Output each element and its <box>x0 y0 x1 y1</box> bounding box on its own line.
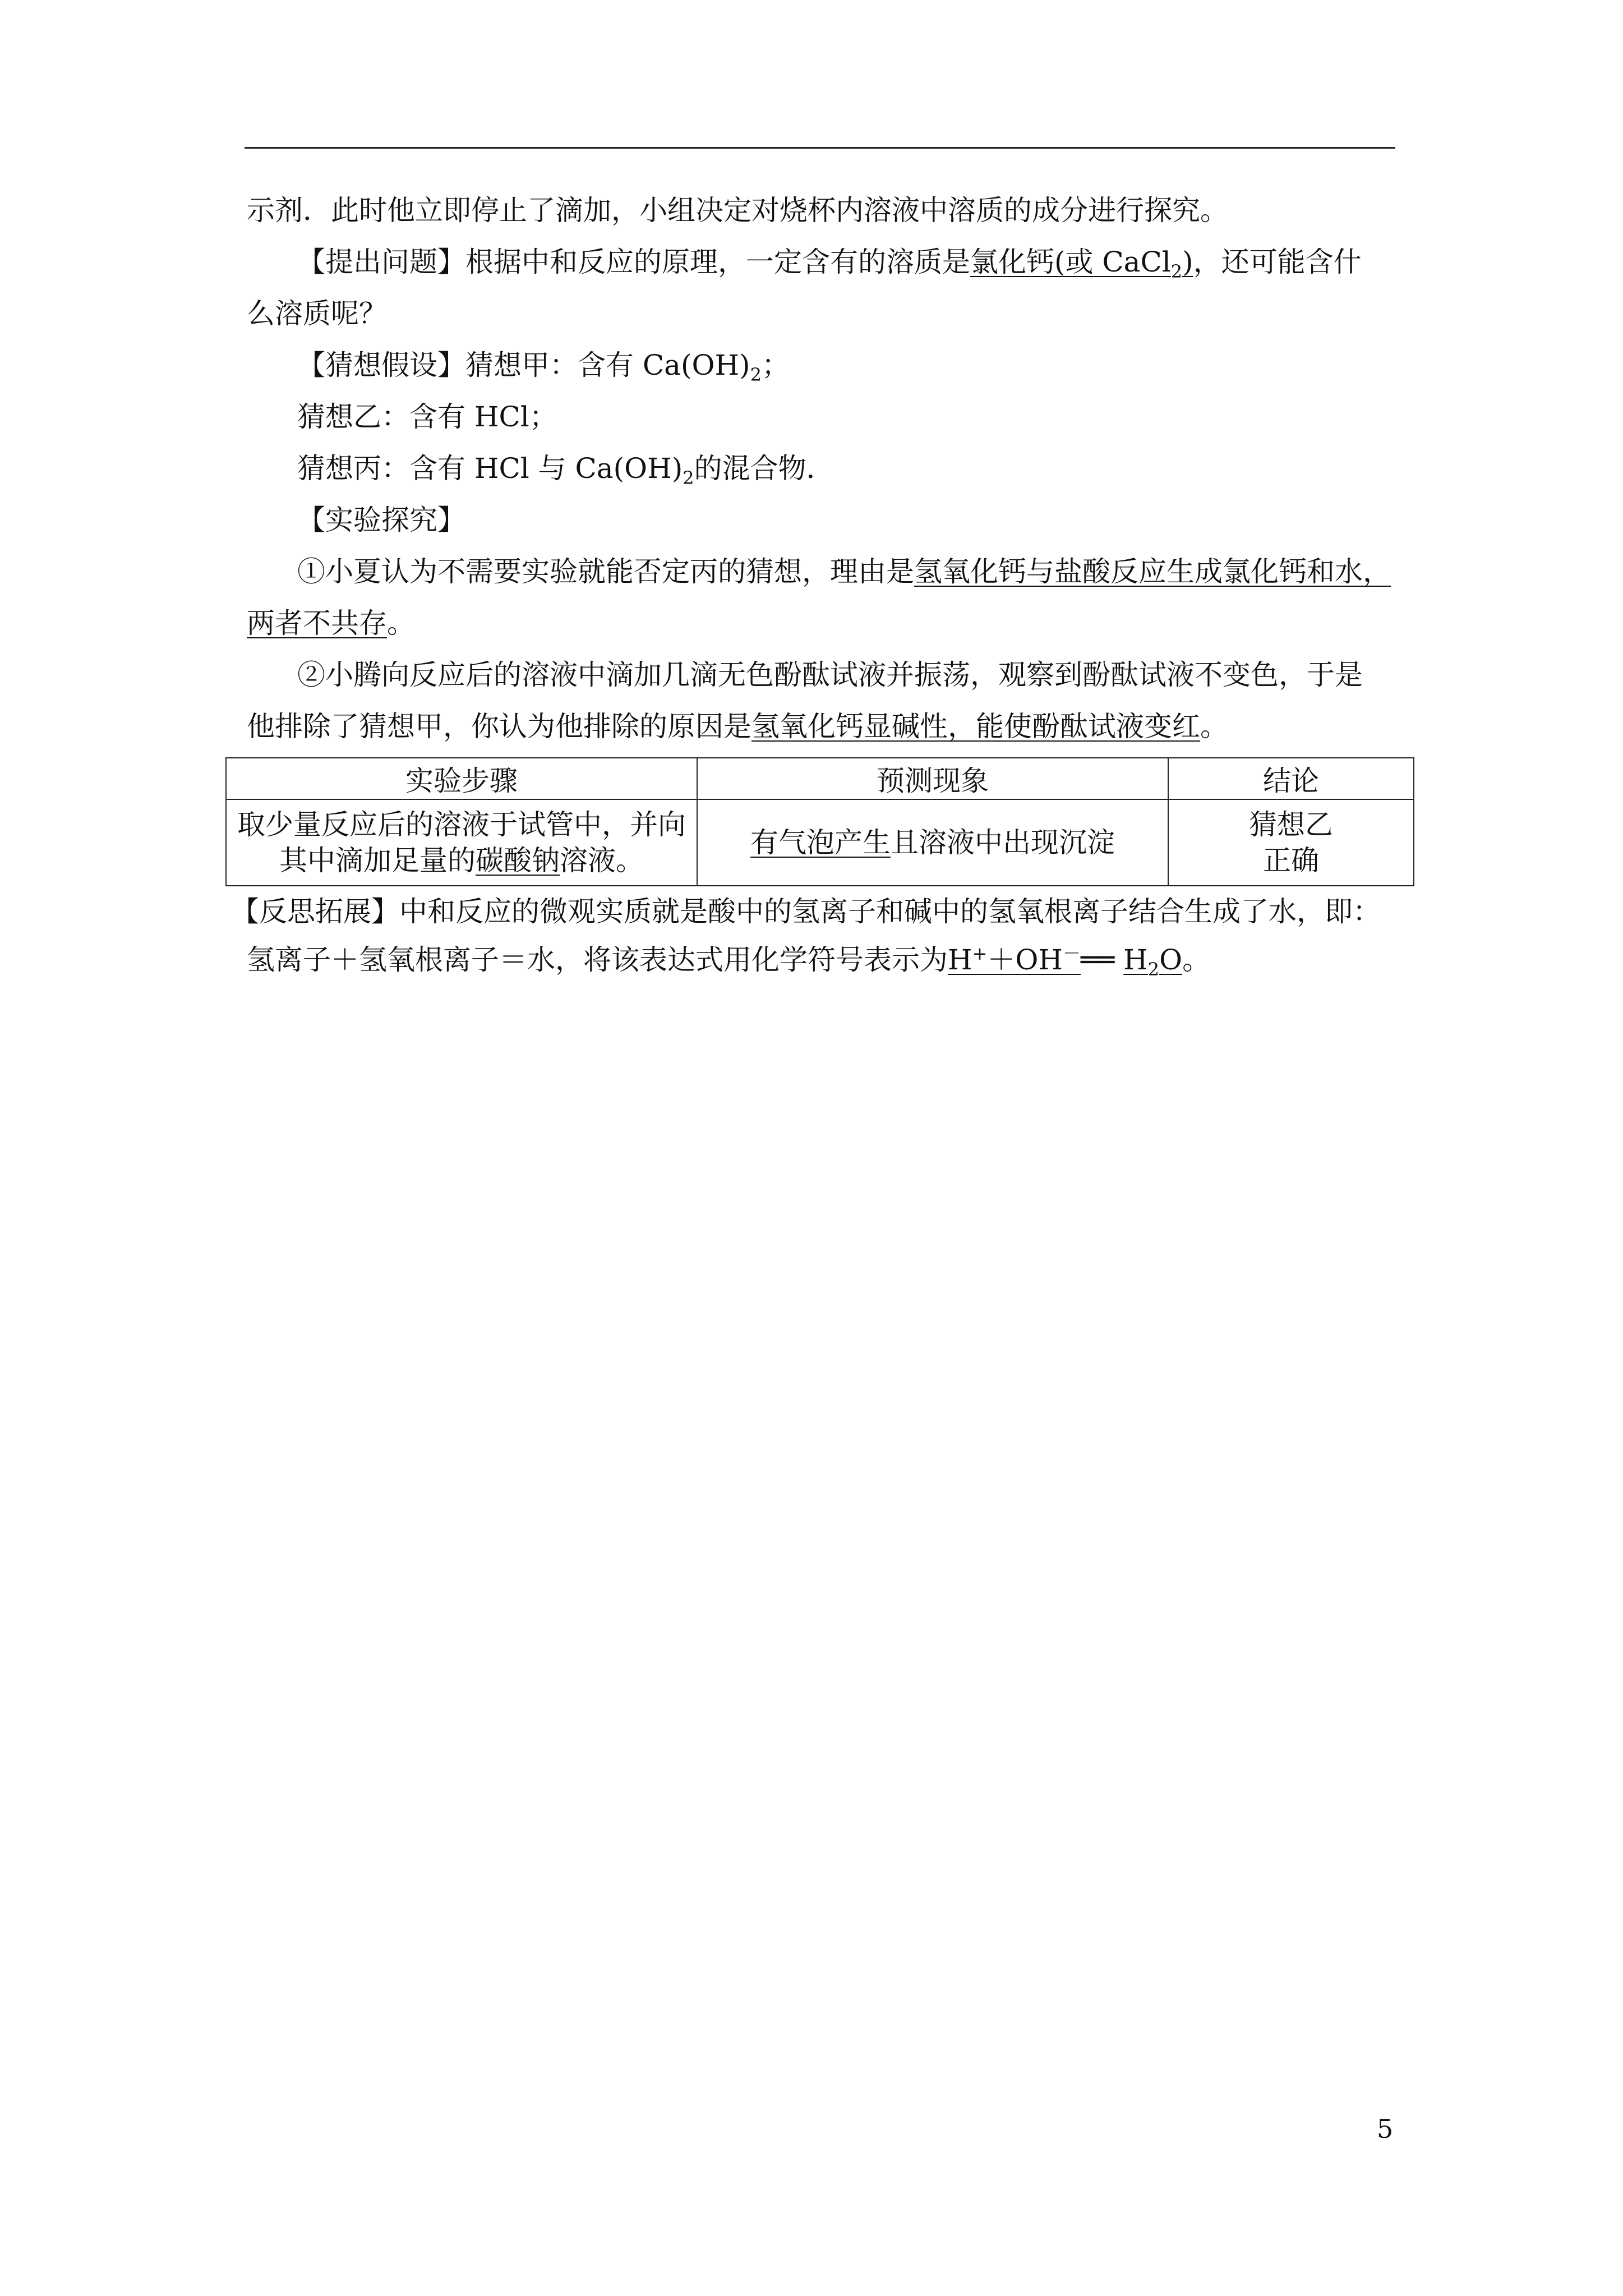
answer-solute: 氯化钙(或 CaCl$_2$) <box>970 246 1193 282</box>
header-conclusion: 结论 <box>1168 758 1414 799</box>
question-line: 【提出问题】根据中和反应的原理，一定含有的溶质是氯化钙(或 CaCl$_2$)，还可能含什 <box>297 246 1362 282</box>
page-number: 5 <box>1377 2114 1394 2144</box>
table-row <box>226 799 1414 886</box>
question-line-cont: 么溶质呢？ <box>247 297 387 330</box>
header-rule <box>245 147 1395 149</box>
answer-ion-equation-right: $H_2O$ <box>1123 944 1183 980</box>
header-phenomenon: 预测现象 <box>697 758 1168 799</box>
answer-ion-equation-left: H+＋OH－ <box>948 942 1081 976</box>
hypothesis-jia: 【猜想假设】猜想甲：含有 $Ca(OH)_2$； <box>297 349 790 385</box>
answer-reason-1b: 两者不共存 <box>247 607 387 639</box>
hypothesis-bing: 猜想丙：含有 HCl 与 $Ca(OH)_2$的混合物． <box>297 452 834 489</box>
answer-reagent: 碳酸钠 <box>476 844 560 877</box>
explore-item-2: ②小腾向反应后的溶液中滴加几滴无色酚酞试液并振荡，观察到酚酞试液不变色，于是 <box>297 659 1363 691</box>
explore-item-2-cont: 他排除了猜想甲，你认为他排除的原因是氢氧化钙显碱性，能使酚酞试液变红。 <box>247 710 1228 743</box>
explore-heading: 【实验探究】 <box>297 504 465 536</box>
cell-step: 取少量反应后的溶液于试管中，并向 其中滴加足量的碳酸钠溶液。 <box>226 799 697 886</box>
reflect-line: 【反思拓展】中和反应的微观实质就是酸中的氢离子和碱中的氢氧根离子结合生成了水，即： <box>231 895 1381 928</box>
answer-phenomenon: 有气泡产生 <box>750 826 891 859</box>
header-step: 实验步骤 <box>226 758 697 799</box>
cell-conclusion: 猜想乙 正确 <box>1168 799 1414 886</box>
cell-phenomenon: 有气泡产生且溶液中出现沉淀 <box>697 799 1168 886</box>
reflect-line-cont: 氢离子＋氢氧根离子＝水，将该表达式用化学符号表示为H+＋OH－══ $H_2O$。 <box>247 942 1211 980</box>
answer-reason-2: 氢氧化钙显碱性，能使酚酞试液变红 <box>751 710 1200 743</box>
intro-line: 示剂．此时他立即停止了滴加，小组决定对烧杯内溶液中溶质的成分进行探究。 <box>247 194 1228 227</box>
answer-reason-1a: 氢氧化钙与盐酸反应生成氯化钙和水， <box>914 555 1391 588</box>
hypothesis-yi: 猜想乙：含有 HCl； <box>297 401 557 433</box>
table-header-row <box>226 758 1414 799</box>
explore-item-1-cont: 两者不共存。 <box>247 607 415 639</box>
experiment-table <box>225 757 1414 886</box>
explore-item-1: ①小夏认为不需要实验就能否定丙的猜想，理由是氢氧化钙与盐酸反应生成氯化钙和水， <box>297 555 1391 588</box>
